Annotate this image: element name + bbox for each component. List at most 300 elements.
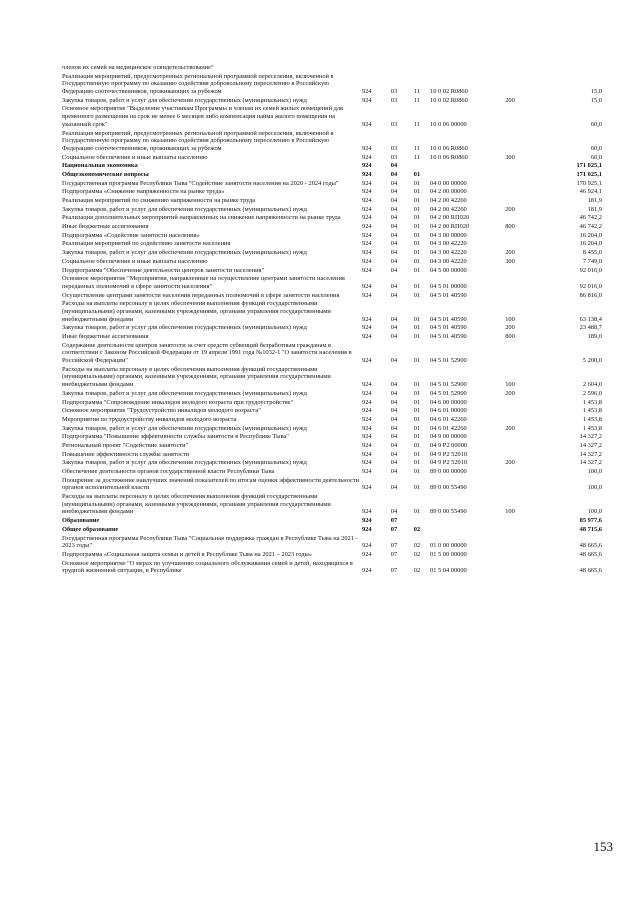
row-expense-type bbox=[496, 275, 524, 291]
table-row bbox=[62, 342, 602, 366]
row-expense-type bbox=[496, 105, 524, 129]
row-subsection-code: 01 bbox=[413, 389, 421, 397]
row-name: Подпрограмма «Содействие занятости населения» bbox=[62, 231, 200, 239]
row-ministry-code: 924 bbox=[362, 357, 372, 365]
row-target-article: 10 0 06 R0860 bbox=[430, 153, 468, 161]
row-amount bbox=[524, 64, 602, 73]
row-target-article: 04 5 01 52900 bbox=[430, 389, 467, 397]
row-section-code: 03 bbox=[390, 120, 398, 128]
row-section-code: 03 bbox=[390, 96, 398, 104]
table-row bbox=[62, 551, 602, 560]
row-target-article: 89 0 00 55490 bbox=[430, 484, 467, 492]
row-name: Закупка товаров, работ и услуг для обеспечения государственных (муниципальных) нужд bbox=[62, 424, 307, 432]
table-row bbox=[62, 223, 602, 232]
row-subsection-code: 01 bbox=[413, 441, 421, 449]
row-ministry-code: 924 bbox=[362, 525, 372, 533]
row-expense-type: 200 bbox=[505, 249, 515, 257]
table-row bbox=[62, 206, 602, 215]
row-target-article: 04 6 01 42260 bbox=[430, 424, 467, 432]
row-subsection-code: 01 bbox=[413, 407, 421, 415]
row-subsection-code: 11 bbox=[413, 88, 421, 96]
table-row bbox=[62, 275, 602, 291]
row-name: Повышение эффективности службы занятости bbox=[62, 450, 190, 458]
row-expense-type bbox=[496, 477, 524, 493]
row-name: Расходы на выплаты персоналу в целях обеспечения выполнения функций государственными (муниципальными) органами, казенными учреждениями, органами управления государственными внебюджетными фондами bbox=[62, 300, 331, 323]
row-expense-type: 100 bbox=[505, 508, 515, 516]
row-amount: 100,0 bbox=[587, 484, 602, 492]
row-name: Образование bbox=[62, 517, 100, 525]
row-expense-type bbox=[496, 468, 524, 477]
row-target-article: 04 5 00 00000 bbox=[430, 266, 467, 274]
row-section-code: 03 bbox=[390, 144, 398, 152]
row-amount: 92 016,0 bbox=[579, 266, 602, 274]
row-ministry-code: 924 bbox=[362, 415, 372, 423]
row-target-article: 04 0 00 00000 bbox=[430, 179, 467, 187]
row-name: Основное мероприятие "Трудоустройство инвалидов молодого возраста" bbox=[62, 407, 261, 415]
table-row bbox=[62, 535, 602, 551]
table-row bbox=[62, 416, 602, 425]
table-row bbox=[62, 130, 602, 154]
table-row bbox=[62, 560, 602, 576]
row-section-code: 04 bbox=[390, 441, 398, 449]
row-subsection-code bbox=[404, 64, 430, 73]
row-section-code: 04 bbox=[390, 315, 398, 323]
table-row bbox=[62, 451, 602, 460]
row-section-code: 07 bbox=[390, 567, 398, 575]
row-ministry-code: 924 bbox=[362, 257, 372, 265]
row-ministry-code: 924 bbox=[362, 188, 372, 196]
row-name: Подпрограмма "Сопровождение инвалидов молодого возраста при трудоустройстве" bbox=[62, 398, 294, 406]
row-expense-type: 200 bbox=[505, 424, 515, 432]
row-ministry-code: 924 bbox=[362, 508, 372, 516]
row-section-code bbox=[384, 64, 404, 73]
row-ministry-code: 924 bbox=[362, 223, 372, 231]
row-amount: 14 327,2 bbox=[579, 450, 602, 458]
row-subsection-code: 01 bbox=[413, 170, 421, 178]
row-ministry-code: 924 bbox=[362, 433, 372, 441]
row-amount: 14 327,2 bbox=[579, 433, 602, 441]
row-section-code: 04 bbox=[390, 257, 398, 265]
row-section-code: 04 bbox=[390, 205, 398, 213]
table-row bbox=[62, 258, 602, 267]
budget-table bbox=[62, 64, 602, 576]
row-name: Иные бюджетные ассигнования bbox=[62, 223, 149, 231]
row-amount: 16 204,0 bbox=[579, 240, 602, 248]
row-amount: 60,0 bbox=[590, 153, 602, 161]
row-expense-type bbox=[496, 407, 524, 416]
row-expense-type bbox=[496, 240, 524, 249]
row-ministry-code: 924 bbox=[362, 249, 372, 257]
row-subsection-code: 01 bbox=[413, 291, 421, 299]
row-ministry-code: 924 bbox=[362, 550, 372, 558]
row-target-article: 04 5 01 40590 bbox=[430, 324, 467, 332]
row-expense-type: 200 bbox=[505, 324, 515, 332]
row-ministry-code: 924 bbox=[362, 407, 372, 415]
row-amount: 48 665,6 bbox=[579, 550, 602, 558]
row-section-code: 04 bbox=[390, 450, 398, 458]
row-amount: 170 925,1 bbox=[576, 179, 602, 187]
row-target-article bbox=[430, 517, 496, 526]
row-target-article: 04 2 00 RП020 bbox=[430, 223, 470, 231]
row-amount: 1 453,8 bbox=[582, 424, 602, 432]
row-expense-type bbox=[496, 197, 524, 206]
row-name: Подпрограмма «Снижение напряженности на рынке труда» bbox=[62, 188, 225, 196]
row-subsection-code: 01 bbox=[413, 188, 421, 196]
row-name: Социальное обеспечение и иные выплаты населению bbox=[62, 153, 208, 161]
row-ministry-code: 924 bbox=[362, 162, 372, 170]
table-row bbox=[62, 197, 602, 206]
row-target-article: 04 6 00 00000 bbox=[430, 398, 467, 406]
row-amount: 181,9 bbox=[587, 205, 602, 213]
row-subsection-code: 11 bbox=[413, 96, 421, 104]
row-target-article: 04 9 00 00000 bbox=[430, 433, 467, 441]
row-amount: 46 742,2 bbox=[579, 223, 602, 231]
row-target-article: 04 2 00 42260 bbox=[430, 197, 467, 204]
row-expense-type bbox=[496, 232, 524, 241]
row-target-article: 04 3 00 42220 bbox=[430, 257, 467, 265]
row-amount: 5 200,0 bbox=[582, 357, 602, 365]
row-amount: 60,0 bbox=[590, 120, 602, 128]
row-section-code: 04 bbox=[390, 214, 398, 222]
row-expense-type bbox=[496, 214, 524, 223]
row-amount: 100,0 bbox=[587, 468, 602, 475]
row-section-code: 04 bbox=[390, 424, 398, 432]
row-amount: 100,0 bbox=[587, 508, 602, 516]
table-row bbox=[62, 517, 602, 526]
row-target-article: 04 9 P2 52910 bbox=[430, 450, 468, 458]
row-amount: 181,9 bbox=[587, 197, 602, 204]
row-ministry-code: 924 bbox=[362, 468, 372, 475]
row-target-article: 04 3 00 42220 bbox=[430, 249, 467, 257]
row-expense-type bbox=[496, 342, 524, 366]
row-amount: 63 138,4 bbox=[579, 315, 602, 323]
row-amount: 86 816,0 bbox=[579, 291, 602, 299]
row-section-code: 04 bbox=[390, 407, 398, 415]
row-name: Реализация мероприятий по снижению напряженности на рынке труда bbox=[62, 197, 256, 204]
row-amount: 171 025,1 bbox=[576, 162, 602, 170]
row-section-code: 04 bbox=[390, 415, 398, 423]
row-expense-type bbox=[496, 180, 524, 189]
row-subsection-code: 11 bbox=[413, 144, 421, 152]
table-row bbox=[62, 526, 602, 535]
row-expense-type: 100 bbox=[505, 315, 515, 323]
row-expense-type: 200 bbox=[505, 96, 515, 104]
row-subsection-code: 01 bbox=[413, 415, 421, 423]
row-name: Основное мероприятие "О мерах по улучшению социального обслуживания семей и детей, находящихся в трудной жизненной ситуации, в Республике bbox=[62, 559, 353, 575]
row-target-article: 04 2 00 42260 bbox=[430, 205, 467, 213]
row-name: Закупка товаров, работ и услуг для обеспечения государственных (муниципальных) нужд bbox=[62, 96, 307, 104]
row-expense-type bbox=[496, 433, 524, 442]
row-expense-type bbox=[496, 399, 524, 408]
row-subsection-code: 02 bbox=[413, 525, 421, 533]
row-ministry-code: 924 bbox=[362, 324, 372, 332]
row-section-code: 04 bbox=[390, 324, 398, 332]
table-row bbox=[62, 162, 602, 171]
row-subsection-code: 01 bbox=[413, 424, 421, 432]
row-subsection-code: 01 bbox=[413, 357, 421, 365]
row-ministry-code: 924 bbox=[362, 450, 372, 458]
row-ministry-code: 924 bbox=[362, 333, 372, 340]
table-row bbox=[62, 300, 602, 324]
table-row bbox=[62, 324, 602, 333]
row-section-code: 07 bbox=[390, 542, 398, 550]
row-name: Содержание деятельности центров занятости за счет средств субвенций безработным гражданам в соответствии с Законом Российской Федерации от 19 апреля 1991 года №1032-1 "О занятости населения в Российской Федерации" bbox=[62, 341, 352, 365]
row-name: Подпрограмма "Обеспечение деятельности центров занятости населения" bbox=[62, 266, 265, 274]
row-name: Реализация дополнительных мероприятий направленных на снижение напряженности на рынке труда bbox=[62, 214, 341, 222]
row-ministry-code bbox=[362, 64, 384, 73]
table-row bbox=[62, 171, 602, 180]
row-ministry-code: 924 bbox=[362, 484, 372, 492]
table-row bbox=[62, 292, 602, 301]
row-name: Закупка товаров, работ и услуг для обеспечения государственных (муниципальных) нужд bbox=[62, 249, 307, 257]
row-expense-type: 800 bbox=[505, 333, 515, 340]
row-amount: 14 327,2 bbox=[579, 441, 602, 449]
row-name: Реализация мероприятий, предусмотренных региональной программой переселения, включенной в Государственную программу по оказанию содействия добровольному переселению в Российскую Федерацию соотечественников, проживающих за рубежом bbox=[62, 72, 334, 96]
row-section-code: 04 bbox=[390, 484, 398, 492]
row-section-code: 04 bbox=[390, 240, 398, 248]
table-row bbox=[62, 459, 602, 468]
row-name: Основное мероприятие "Выделение участникам Программы и членам их семей жилых помещений для временного размещения на срок не менее 6 месяцев либо компенсация найма жилого помещения на указанный срок" bbox=[62, 105, 343, 128]
row-amount: 15,0 bbox=[590, 88, 602, 96]
row-amount: 48 665,6 bbox=[579, 542, 602, 550]
table-row bbox=[62, 105, 602, 129]
row-subsection-code: 01 bbox=[413, 315, 421, 323]
row-name: Реализация мероприятий по содействию занятости населения bbox=[62, 240, 231, 248]
row-section-code: 04 bbox=[390, 333, 398, 340]
row-target-article: 01 5 04 00000 bbox=[430, 567, 467, 575]
row-name: Региональный проект "Содействие занятости" bbox=[62, 441, 189, 449]
row-expense-type bbox=[496, 416, 524, 425]
row-expense-type bbox=[496, 64, 524, 73]
table-row bbox=[62, 333, 602, 342]
table-row bbox=[62, 442, 602, 451]
row-expense-type bbox=[496, 188, 524, 197]
row-target-article: 10 0 06 00000 bbox=[430, 120, 467, 128]
row-section-code: 04 bbox=[390, 468, 398, 475]
row-name: Общее образование bbox=[62, 525, 119, 533]
row-target-article: 04 9 P2 00000 bbox=[430, 441, 468, 449]
table-row bbox=[62, 433, 602, 442]
row-target-article: 04 3 00 00000 bbox=[430, 231, 467, 239]
row-subsection-code: 01 bbox=[413, 197, 421, 204]
row-subsection-code: 01 bbox=[413, 249, 421, 257]
row-subsection-code: 01 bbox=[413, 214, 421, 222]
table-row bbox=[62, 399, 602, 408]
table-row bbox=[62, 366, 602, 390]
row-ministry-code: 924 bbox=[362, 441, 372, 449]
row-ministry-code: 924 bbox=[362, 170, 372, 178]
row-name: Осуществление центрами занятости населения переданных полномочий в сфере занятости населения bbox=[62, 291, 340, 299]
row-target-article: 04 5 01 40590 bbox=[430, 315, 467, 323]
row-amount: 1 453,8 bbox=[582, 415, 602, 423]
row-section-code: 04 bbox=[390, 508, 398, 516]
row-ministry-code: 924 bbox=[362, 266, 372, 274]
row-amount: 14 327,2 bbox=[579, 459, 602, 467]
row-target-article: 01 0 00 00000 bbox=[430, 542, 467, 550]
row-amount: 48 715,6 bbox=[579, 525, 602, 533]
row-expense-type bbox=[496, 451, 524, 460]
row-name: Закупка товаров, работ и услуг для обеспечения государственных (муниципальных) нужд bbox=[62, 389, 307, 397]
row-ministry-code: 924 bbox=[362, 315, 372, 323]
row-subsection-code: 01 bbox=[413, 223, 421, 231]
row-ministry-code: 924 bbox=[362, 389, 372, 397]
row-subsection-code: 01 bbox=[413, 179, 421, 187]
row-expense-type bbox=[496, 517, 524, 526]
row-name: Подпрограмма "Повышение эффективности службы занятости в Республике Тыва" bbox=[62, 433, 289, 441]
row-ministry-code: 924 bbox=[362, 398, 372, 406]
row-expense-type bbox=[496, 162, 524, 171]
row-expense-type bbox=[496, 560, 524, 576]
row-subsection-code: 01 bbox=[413, 433, 421, 441]
row-expense-type bbox=[496, 130, 524, 154]
row-ministry-code: 924 bbox=[362, 459, 372, 467]
row-subsection-code: 01 bbox=[413, 508, 421, 516]
row-name: Реализация мероприятий, предусмотренных региональной программой переселения, включенной в Государственную программу по оказанию содействия добровольному переселению в Российскую Федерацию соотечественников, проживающих за рубежом bbox=[62, 129, 334, 152]
row-ministry-code: 924 bbox=[362, 214, 372, 222]
row-subsection-code: 01 bbox=[413, 459, 421, 467]
row-subsection-code: 01 bbox=[413, 333, 421, 340]
row-section-code: 07 bbox=[390, 517, 398, 525]
row-name: Иные бюджетные ассигнования bbox=[62, 333, 149, 340]
row-amount: 46 924,1 bbox=[579, 188, 602, 196]
row-section-code: 04 bbox=[390, 291, 398, 299]
row-ministry-code: 924 bbox=[362, 179, 372, 187]
row-name: Мероприятия по трудоустройству инвалидов молодого возраста bbox=[62, 415, 237, 423]
row-target-article: 04 5 01 40590 bbox=[430, 291, 467, 299]
row-expense-type: 200 bbox=[505, 459, 515, 467]
row-target-article bbox=[430, 64, 496, 73]
row-amount: 85 977,6 bbox=[579, 517, 602, 525]
table-row bbox=[62, 267, 602, 276]
row-target-article: 04 2 00 RП020 bbox=[430, 214, 470, 222]
row-section-code: 04 bbox=[390, 459, 398, 467]
row-section-code: 04 bbox=[390, 389, 398, 397]
row-amount: 1 453,8 bbox=[582, 398, 602, 406]
row-target-article: 01 5 00 00000 bbox=[430, 550, 467, 558]
row-section-code: 04 bbox=[390, 197, 398, 204]
row-target-article: 04 2 00 00000 bbox=[430, 188, 467, 196]
row-section-code: 07 bbox=[390, 550, 398, 558]
row-section-code: 04 bbox=[390, 231, 398, 239]
row-amount: 48 665,6 bbox=[579, 567, 602, 575]
row-amount: 189,0 bbox=[587, 333, 602, 340]
row-name: Государственная программа Республики Тыва "Социальная поддержка граждан в Республике Тыва на 2021 - 2023 годы" bbox=[62, 534, 358, 550]
table-row bbox=[62, 232, 602, 241]
row-name: Закупка товаров, работ и услуг для обеспечения государственных (муниципальных) нужд bbox=[62, 205, 307, 213]
row-subsection-code: 02 bbox=[413, 567, 421, 575]
row-section-code: 04 bbox=[390, 433, 398, 441]
row-subsection-code: 01 bbox=[413, 266, 421, 274]
row-section-code: 04 bbox=[390, 398, 398, 406]
row-section-code: 04 bbox=[390, 188, 398, 196]
row-expense-type bbox=[496, 442, 524, 451]
row-target-article bbox=[430, 171, 496, 180]
row-ministry-code: 924 bbox=[362, 282, 372, 290]
row-amount: 16 204,0 bbox=[579, 231, 602, 239]
table-row bbox=[62, 180, 602, 189]
row-subsection-code bbox=[404, 162, 430, 171]
row-section-code: 04 bbox=[390, 179, 398, 187]
table-row bbox=[62, 240, 602, 249]
row-name: Государственная программа Республики Тыва "Содействие занятости населения на 2020 - 2024 годы" bbox=[62, 179, 339, 187]
row-expense-type bbox=[496, 171, 524, 180]
table-row bbox=[62, 493, 602, 517]
row-amount: 8 455,0 bbox=[582, 249, 602, 257]
row-expense-type bbox=[496, 267, 524, 276]
row-section-code: 03 bbox=[390, 88, 398, 96]
row-ministry-code: 924 bbox=[362, 120, 372, 128]
row-ministry-code: 924 bbox=[362, 88, 372, 96]
row-name: Поощрение за достижение наилучших значений показателей по итогам оценки эффективности деятельности органов исполнительной власти bbox=[62, 476, 360, 492]
row-ministry-code: 924 bbox=[362, 231, 372, 239]
row-name: Основное мероприятие "Мероприятия, направленные на осуществление центрами занятости населения переданных полномочий в сфере занятости населения" bbox=[62, 275, 345, 290]
row-subsection-code: 01 bbox=[413, 450, 421, 458]
row-ministry-code: 924 bbox=[362, 542, 372, 550]
row-section-code: 04 bbox=[390, 162, 398, 170]
row-section-code: 04 bbox=[390, 266, 398, 274]
row-section-code: 04 bbox=[390, 223, 398, 231]
row-subsection-code: 01 bbox=[413, 231, 421, 239]
row-expense-type bbox=[496, 551, 524, 560]
table-row bbox=[62, 425, 602, 434]
row-name: Расходы на выплаты персоналу в целях обеспечения выполнения функций государственными (муниципальными) органами, казенными учреждениями, органами управления государственными внебюджетными фондами bbox=[62, 493, 331, 516]
row-section-code: 07 bbox=[390, 525, 398, 533]
row-expense-type bbox=[496, 535, 524, 551]
table-row bbox=[62, 390, 602, 399]
row-amount: 92 016,0 bbox=[579, 282, 602, 290]
row-subsection-code: 01 bbox=[413, 205, 421, 213]
budget-table-body bbox=[62, 64, 602, 576]
row-expense-type: 100 bbox=[505, 381, 515, 389]
table-row bbox=[62, 214, 602, 223]
row-amount: 2 604,0 bbox=[582, 381, 602, 389]
row-target-article: 04 3 00 42220 bbox=[430, 240, 467, 248]
row-target-article: 04 5 01 40590 bbox=[430, 333, 467, 340]
row-target-article: 04 5 01 52900 bbox=[430, 381, 467, 389]
row-ministry-code: 924 bbox=[362, 567, 372, 575]
row-target-article: 10 0 02 R0860 bbox=[430, 96, 468, 104]
table-row bbox=[62, 249, 602, 258]
row-subsection-code: 11 bbox=[413, 120, 421, 128]
row-ministry-code: 924 bbox=[362, 144, 372, 152]
row-subsection-code: 01 bbox=[413, 282, 421, 290]
row-name: Общеэкономические вопросы bbox=[62, 170, 149, 178]
row-name: Национальная экономика bbox=[62, 162, 138, 170]
row-subsection-code: 01 bbox=[413, 381, 421, 389]
row-section-code: 04 bbox=[390, 381, 398, 389]
row-name: Закупка товаров, работ и услуг для обеспечения государственных (муниципальных) нужд bbox=[62, 324, 307, 332]
row-amount: 15,0 bbox=[590, 96, 602, 104]
row-target-article bbox=[430, 526, 496, 535]
row-section-code: 04 bbox=[390, 170, 398, 178]
table-row bbox=[62, 64, 602, 73]
row-target-article: 10 0 02 R0860 bbox=[430, 88, 468, 96]
row-ministry-code: 924 bbox=[362, 517, 372, 525]
row-amount: 46 742,2 bbox=[579, 214, 602, 222]
table-row bbox=[62, 188, 602, 197]
row-amount: 60,0 bbox=[590, 144, 602, 152]
row-target-article: 04 6 01 00000 bbox=[430, 407, 467, 415]
row-expense-type: 300 bbox=[505, 153, 515, 161]
table-row bbox=[62, 407, 602, 416]
table-row bbox=[62, 97, 602, 106]
row-expense-type: 200 bbox=[505, 205, 515, 213]
row-expense-type bbox=[496, 292, 524, 301]
row-ministry-code: 924 bbox=[362, 205, 372, 213]
row-expense-type: 800 bbox=[505, 223, 515, 231]
row-name: Социальное обеспечение и иные выплаты населению bbox=[62, 257, 208, 265]
row-target-article: 89 0 00 55490 bbox=[430, 508, 467, 516]
